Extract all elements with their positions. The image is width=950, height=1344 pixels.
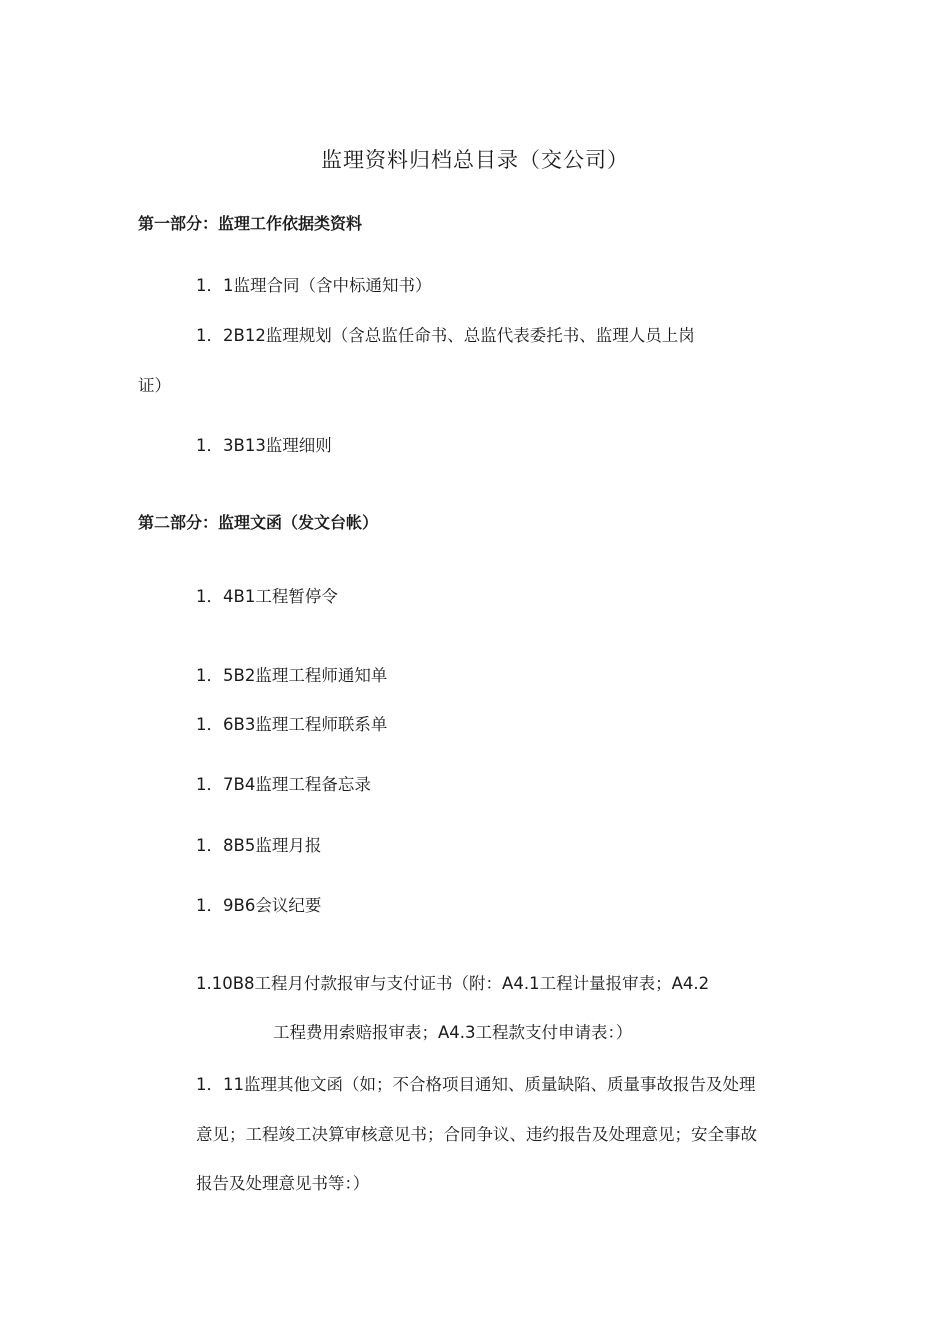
document-title: 监理资料归档总目录（交公司） [321,148,629,172]
part2-item-1-11-continued-1: 意见；工程竣工决算审核意见书；合同争议、违约报告及处理意见；安全事故 [196,1125,757,1144]
part2-item-1-10-continued: 工程费用索赔报审表；A4.3工程款支付申请表：） [273,1023,633,1042]
part2-heading: 第二部分：监理文函（发文台帐） [138,513,379,532]
part2-item-1-11-continued-2: 报告及处理意见书等：） [196,1174,370,1193]
part2-item-1-8: 1．8B5监理月报 [196,836,322,855]
part1-item-1-1: 1．1监理合同（含中标通知书） [196,276,432,295]
part2-item-1-5: 1．5B2监理工程师通知单 [196,666,388,685]
part1-item-1-2-continued: 证） [138,376,171,395]
part2-item-1-6: 1．6B3监理工程师联系单 [196,715,388,734]
part1-item-1-2: 1．2B12监理规划（含总监任命书、总监代表委托书、监理人员上岗 [196,326,695,345]
part2-item-1-9: 1．9B6会议纪要 [196,896,322,915]
part2-item-1-10: 1.10B8工程月付款报审与支付证书（附：A4.1工程计量报审表；A4.2 [196,974,710,993]
part1-heading: 第一部分：监理工作依据类资料 [138,214,363,233]
part2-item-1-11: 1．11监理其他文函（如；不合格项目通知、质量缺陷、质量事故报告及处理 [196,1075,756,1094]
part1-item-1-3: 1．3B13监理细则 [196,436,332,455]
part2-item-1-7: 1．7B4监理工程备忘录 [196,775,371,794]
part2-item-1-4: 1．4B1工程暂停令 [196,587,338,606]
